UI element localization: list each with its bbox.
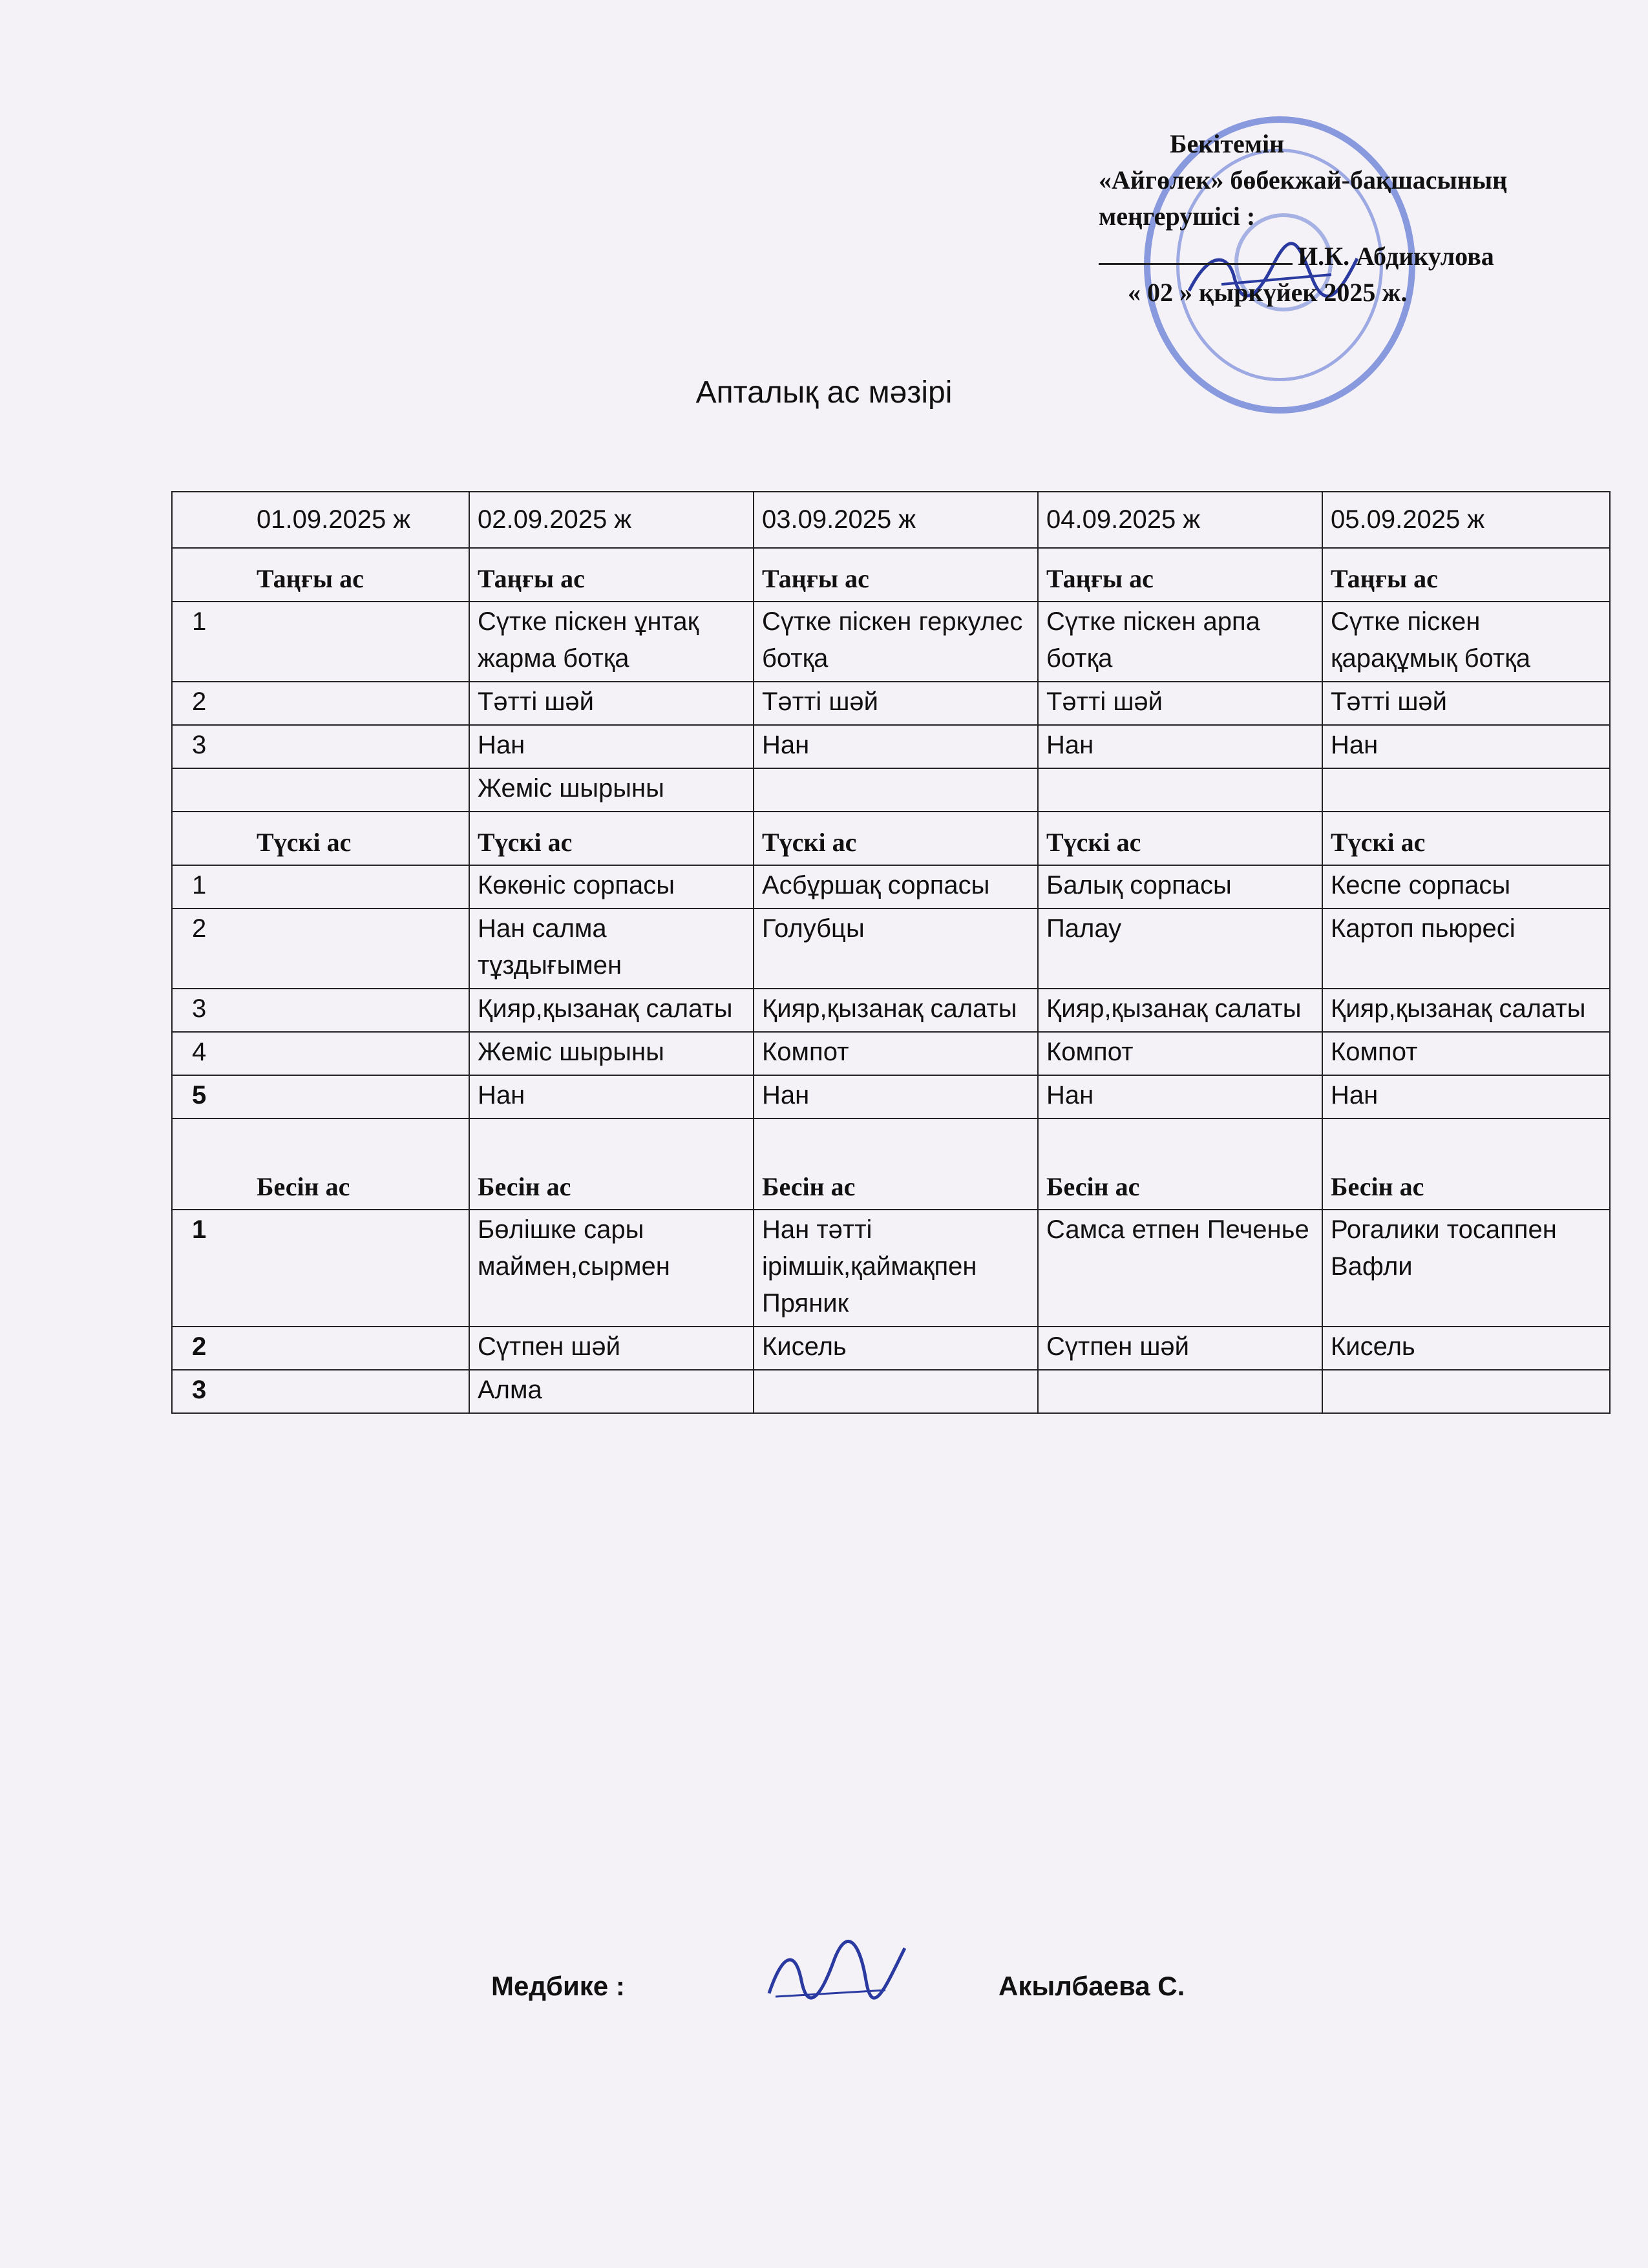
dish-cell: Қияр,қызанақ салаты (754, 989, 1038, 1032)
nurse-name: Акылбаева С. (998, 1971, 1185, 2001)
section-header-cell: Таңғы ас (754, 548, 1038, 602)
dish-cell: Нан (469, 1075, 754, 1118)
date-cell: 05.09.2025 ж (1322, 492, 1610, 548)
approval-organization: «Айгөлек» бөбекжай-бақшасының (1099, 165, 1508, 194)
dish-cell: Голубцы (754, 908, 1038, 989)
dish-cell: Нан (1322, 1075, 1610, 1118)
menu-row (172, 725, 1610, 768)
weekly-menu-table (171, 491, 1611, 1414)
date-cell: 03.09.2025 ж (754, 492, 1038, 548)
dish-cell: Сүтпен шәй (469, 1327, 754, 1370)
menu-table-body (172, 492, 1610, 1413)
dish-cell: Нан (1322, 725, 1610, 768)
dish-cell (1038, 1370, 1322, 1413)
section-header-row (172, 548, 1610, 602)
dish-cell: Бөлішке сары маймен,сырмен (469, 1210, 754, 1327)
dish-cell: Кеспе сорпасы (1322, 865, 1610, 908)
row-number-cell: 4 (172, 1032, 469, 1075)
approval-position: меңгерушісі : (1099, 202, 1256, 231)
page-title: Апталық ас мәзірі (695, 375, 953, 410)
dish-cell: Нан (1038, 725, 1322, 768)
section-header-cell: Бесін ас (172, 1118, 469, 1210)
dish-cell (1322, 1370, 1610, 1413)
nurse-role: Медбике : (491, 1971, 625, 2001)
row-number-cell: 1 (172, 602, 469, 682)
dish-cell: Сүтке піскен геркулес ботқа (754, 602, 1038, 682)
menu-row (172, 768, 1610, 812)
dish-cell: Нан (1038, 1075, 1322, 1118)
dish-cell: Компот (754, 1032, 1038, 1075)
section-header-cell: Түскі ас (754, 812, 1038, 865)
row-number-cell: 3 (172, 1370, 469, 1413)
dish-cell: Тәтті шәй (469, 682, 754, 725)
menu-row (172, 1327, 1610, 1370)
dish-cell: Нан салма тұздығымен (469, 908, 754, 989)
dish-cell: Жеміс шырыны (469, 1032, 754, 1075)
dish-cell: Нан тәтті ірімшік,қаймақпен Пряник (754, 1210, 1038, 1327)
date-cell: 04.09.2025 ж (1038, 492, 1322, 548)
row-number-cell: 1 (172, 865, 469, 908)
menu-row (172, 1032, 1610, 1075)
date-cell: 02.09.2025 ж (469, 492, 754, 548)
nurse-signature (756, 1935, 911, 2006)
menu-row (172, 865, 1610, 908)
dish-cell: Алма (469, 1370, 754, 1413)
section-header-cell: Бесін ас (1322, 1118, 1610, 1210)
approval-heading: Бекітемін (1170, 129, 1285, 158)
row-number-cell: 2 (172, 682, 469, 725)
dish-cell: Нан (754, 1075, 1038, 1118)
approval-date: « 02 » қыркүйек 2025 ж. (1128, 278, 1408, 307)
menu-row (172, 682, 1610, 725)
row-number-cell: 2 (172, 1327, 469, 1370)
dish-cell: Сүтке піскен арпа ботқа (1038, 602, 1322, 682)
section-header-cell: Түскі ас (1322, 812, 1610, 865)
dish-cell: Қияр,қызанақ салаты (1322, 989, 1610, 1032)
signature-underline (1099, 241, 1293, 265)
section-header-cell: Түскі ас (469, 812, 754, 865)
row-number-cell: 1 (172, 1210, 469, 1327)
dish-cell: Асбұршақ сорпасы (754, 865, 1038, 908)
dish-cell: Балық сорпасы (1038, 865, 1322, 908)
dish-cell: Сүтке піскен ұнтақ жарма ботқа (469, 602, 754, 682)
section-header-cell: Таңғы ас (1038, 548, 1322, 602)
dish-cell (754, 768, 1038, 812)
section-header-cell: Таңғы ас (172, 548, 469, 602)
row-number-cell (172, 768, 469, 812)
menu-row (172, 1370, 1610, 1413)
section-header-cell: Бесін ас (469, 1118, 754, 1210)
row-number-cell: 3 (172, 989, 469, 1032)
dish-cell: Тәтті шәй (1038, 682, 1322, 725)
menu-row (172, 908, 1610, 989)
date-cell: 01.09.2025 ж (172, 492, 469, 548)
section-header-row (172, 812, 1610, 865)
date-row (172, 492, 1610, 548)
row-number-cell: 5 (172, 1075, 469, 1118)
dish-cell: Сүтпен шәй (1038, 1327, 1322, 1370)
row-number-cell: 3 (172, 725, 469, 768)
dish-cell: Нан (754, 725, 1038, 768)
dish-cell: Жеміс шырыны (469, 768, 754, 812)
dish-cell: Кисель (754, 1327, 1038, 1370)
section-header-cell: Бесін ас (1038, 1118, 1322, 1210)
dish-cell: Тәтті шәй (1322, 682, 1610, 725)
dish-cell: Рогалики тосаппен Вафли (1322, 1210, 1610, 1327)
section-header-cell: Таңғы ас (469, 548, 754, 602)
dish-cell: Қияр,қызанақ салаты (469, 989, 754, 1032)
dish-cell: Палау (1038, 908, 1322, 989)
menu-row (172, 1210, 1610, 1327)
dish-cell: Тәтті шәй (754, 682, 1038, 725)
dish-cell: Сүтке піскен қарақұмық ботқа (1322, 602, 1610, 682)
section-header-cell: Түскі ас (172, 812, 469, 865)
dish-cell: Қияр,қызанақ салаты (1038, 989, 1322, 1032)
approval-signature-line (1099, 238, 1629, 275)
menu-row (172, 1075, 1610, 1118)
dish-cell (754, 1370, 1038, 1413)
section-header-cell: Таңғы ас (1322, 548, 1610, 602)
section-header-cell: Бесін ас (754, 1118, 1038, 1210)
dish-cell: Картоп пьюресі (1322, 908, 1610, 989)
approval-block (1099, 126, 1629, 311)
dish-cell: Компот (1322, 1032, 1610, 1075)
dish-cell (1038, 768, 1322, 812)
dish-cell: Самса етпен Печенье (1038, 1210, 1322, 1327)
dish-cell (1322, 768, 1610, 812)
dish-cell: Нан (469, 725, 754, 768)
dish-cell: Кисель (1322, 1327, 1610, 1370)
menu-row (172, 602, 1610, 682)
section-header-cell: Түскі ас (1038, 812, 1322, 865)
dish-cell: Компот (1038, 1032, 1322, 1075)
row-number-cell: 2 (172, 908, 469, 989)
section-header-row (172, 1118, 1610, 1210)
dish-cell: Көкөніс сорпасы (469, 865, 754, 908)
director-name: И.К. Абдикулова (1298, 242, 1494, 271)
menu-row (172, 989, 1610, 1032)
